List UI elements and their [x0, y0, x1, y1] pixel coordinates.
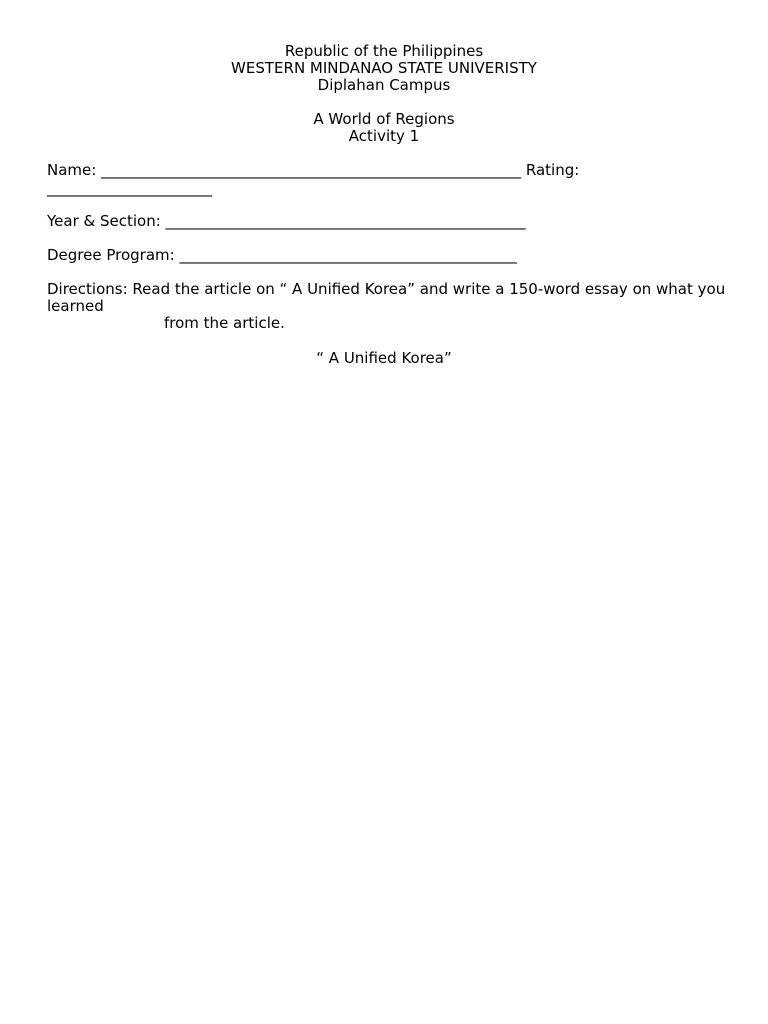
rating-blank: ______________________ — [47, 179, 212, 197]
directions-line-1: Directions: Read the article on “ A Unified Korea” and write a 150-word essay on what you learned — [47, 280, 726, 315]
subject-title: A World of Regions — [313, 110, 455, 128]
directions-line-2: from the article. — [164, 314, 285, 332]
year-section-label: Year & Section: — [47, 212, 161, 230]
year-section-blank: ________________________________________________ — [165, 212, 526, 230]
article-title: “ A Unified Korea” — [316, 349, 452, 367]
rating-label: Rating: — [525, 161, 580, 179]
year-section-row — [47, 213, 526, 230]
activity-number: Activity 1 — [348, 127, 420, 145]
activity-header — [0, 111, 768, 145]
directions-paragraph — [47, 281, 727, 332]
degree-program-label: Degree Program: — [47, 246, 175, 264]
rating-row — [47, 180, 212, 197]
institution-header — [0, 43, 768, 94]
university-name: WESTERN MINDANAO STATE UNIVERISTY — [231, 59, 537, 77]
degree-program-blank: _____________________________________________ — [179, 246, 517, 264]
name-blank: ________________________________________________________ — [101, 161, 522, 179]
degree-program-row — [47, 247, 517, 264]
name-label: Name: — [47, 161, 97, 179]
campus-name: Diplahan Campus — [317, 76, 451, 94]
name-row — [47, 162, 579, 179]
country-line: Republic of the Philippines — [284, 42, 484, 60]
